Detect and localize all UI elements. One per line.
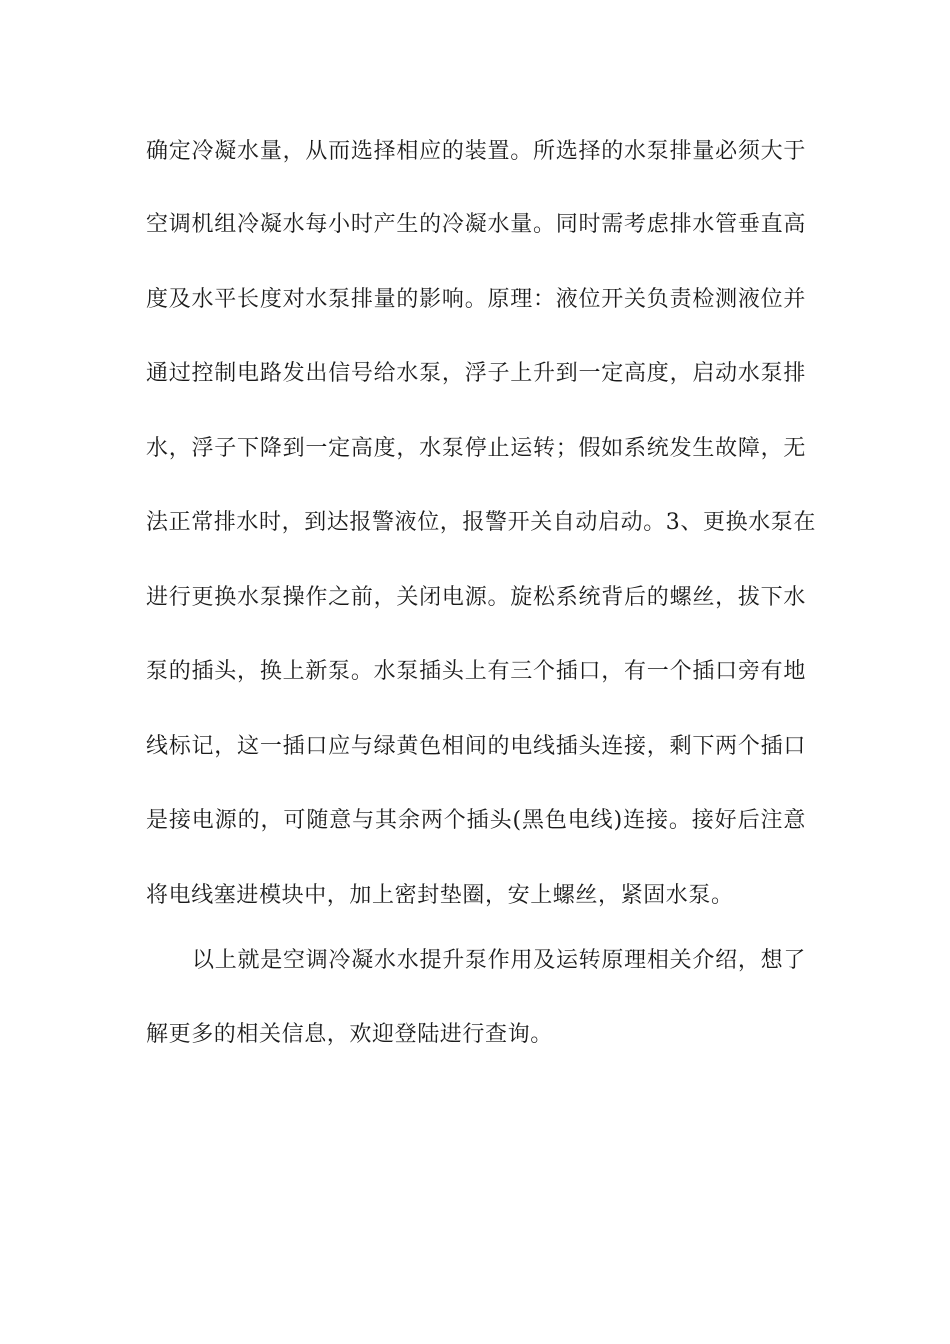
paragraph-line: 度及水平长度对水泵排量的影响。原理：液位开关负责检测液位并	[146, 287, 806, 312]
paragraph-line: 法正常排水时，到达报警液位，报警开关自动启动。3、更换水泵在	[146, 510, 816, 535]
paragraph-line: 进行更换水泵操作之前，关闭电源。旋松系统背后的螺丝，拔下水	[146, 585, 806, 610]
paragraph-line-indented: 以上就是空调冷凝水水提升泵作用及运转原理相关介绍，想了	[192, 948, 806, 973]
paragraph-line: 是接电源的，可随意与其余两个插头(黑色电线)连接。接好后注意	[146, 808, 806, 833]
paragraph-line: 线标记，这一插口应与绿黄色相间的电线插头连接，剩下两个插口	[146, 734, 806, 759]
paragraph-line: 解更多的相关信息，欢迎登陆进行查询。	[146, 1022, 553, 1047]
paragraph-line: 将电线塞进模块中，加上密封垫圈，安上螺丝，紧固水泵。	[146, 883, 734, 908]
paragraph-line: 通过控制电路发出信号给水泵，浮子上升到一定高度，启动水泵排	[146, 361, 806, 386]
paragraph-line: 确定冷凝水量，从而选择相应的装置。所选择的水泵排量必须大于	[146, 139, 806, 164]
paragraph-line: 空调机组冷凝水每小时产生的冷凝水量。同时需考虑排水管垂直高	[146, 212, 806, 237]
paragraph-line: 泵的插头，换上新泵。水泵插头上有三个插口，有一个插口旁有地	[146, 659, 806, 684]
paragraph-line: 水，浮子下降到一定高度，水泵停止运转；假如系统发生故障，无	[146, 436, 806, 461]
